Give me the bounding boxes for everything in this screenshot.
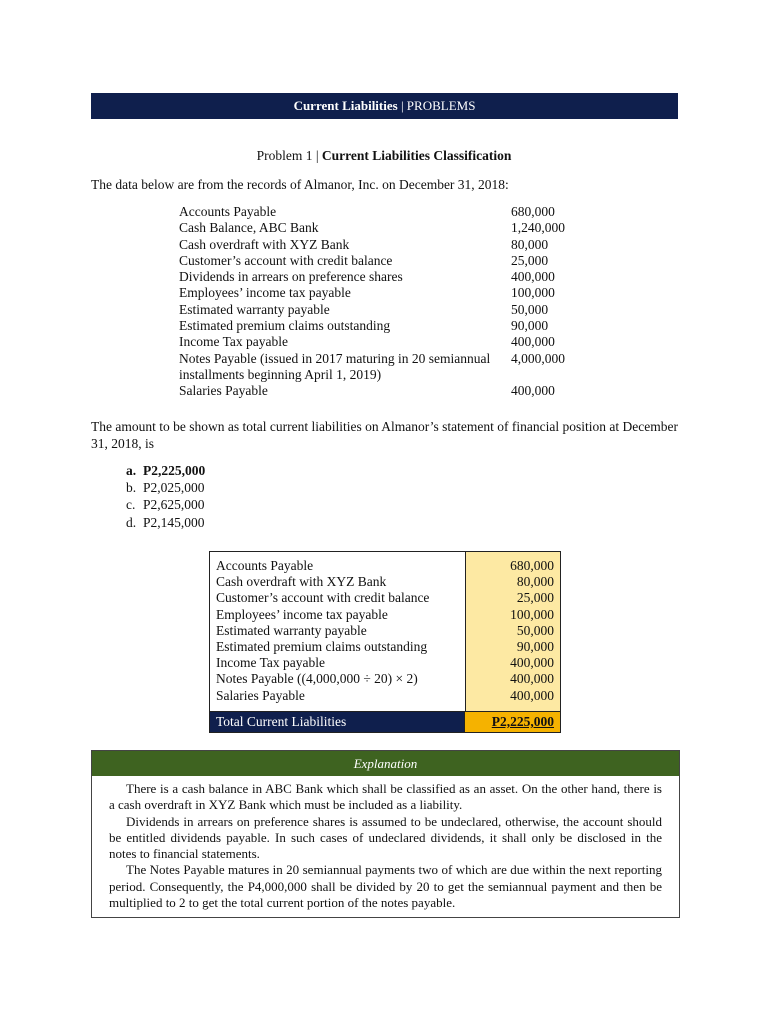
item-amount: 80,000 [511,236,549,252]
solution-label: Notes Payable ((4,000,000 ÷ 20) × 2) [216,671,418,687]
total-value: P2,225,000 [464,712,560,732]
solution-value: 100,000 [510,606,554,622]
item-amount: 100,000 [511,285,555,301]
explanation-title: Explanation [92,751,679,776]
table-row [179,204,591,220]
solution-row [210,574,560,590]
item-amount: 25,000 [511,252,549,268]
table-row [179,351,591,384]
item-name: Salaries Payable [179,383,268,399]
solution-value: 400,000 [510,655,554,671]
total-label: Total Current Liabilities [210,712,464,732]
choice-text: P2,025,000 [143,480,205,496]
table-row [179,220,591,236]
solution-label: Accounts Payable [216,558,314,573]
explanation-box [91,750,680,918]
table-row [179,269,591,285]
solution-rows [210,552,560,711]
item-amount: 1,240,000 [511,220,565,236]
table-row [179,237,591,253]
problem-name: Current Liabilities Classification [321,148,512,163]
choice-d [126,514,205,531]
question-text: The amount to be shown as total current liabilities on Almanor’s statement of financial position at December 31, 2018, is [91,419,678,451]
solution-row [210,688,560,704]
item-amount: 400,000 [511,269,555,285]
solution-row [210,558,560,574]
problem-label: Problem 1 | [256,148,322,163]
solution-label: Estimated premium claims outstanding [216,639,428,655]
solution-value: 400,000 [510,671,554,687]
solution-value: 400,000 [510,687,554,703]
choice-text: P2,145,000 [143,514,205,530]
choice-a [126,462,205,479]
item-name: Cash overdraft with XYZ Bank [179,236,350,252]
item-amount: 4,000,000 [511,350,565,366]
explanation-body [92,776,679,917]
header-title-rest: PROBLEMS [406,98,476,113]
header-title-bold: Current Liabilities [293,98,398,113]
choice-letter: a. [126,463,137,478]
table-row [179,383,591,399]
choice-letter: c. [126,497,136,513]
solution-label: Salaries Payable [216,687,305,703]
solution-label: Estimated warranty payable [216,622,367,638]
section-header [91,93,678,119]
choice-text: P2,225,000 [143,463,206,478]
item-name: Employees’ income tax payable [179,285,351,301]
solution-table [209,551,561,733]
solution-value: 25,000 [516,590,554,606]
solution-value: 680,000 [510,558,554,573]
table-row [179,285,591,301]
item-name: Customer’s account with credit balance [179,252,393,268]
item-name: Dividends in arrears on preference shares [179,269,403,285]
item-name: Cash Balance, ABC Bank [179,220,319,236]
item-name: Accounts Payable [179,204,277,219]
solution-label: Customer’s account with credit balance [216,590,430,606]
table-row [179,302,591,318]
choice-letter: b. [126,480,137,496]
table-row [179,318,591,334]
solution-value: 80,000 [516,574,554,590]
item-amount: 400,000 [511,383,555,399]
solution-row [210,607,560,623]
item-name: Estimated warranty payable [179,301,330,317]
answer-choices [126,462,205,531]
table-row [179,334,591,350]
explanation-paragraph: Dividends in arrears on preference shares is assumed to be undeclared, otherwise, the account should be entitled dividends payable. In such cases of undeclared dividends, it shall only be disclosed in the notes to financial statements. [109,813,662,862]
choice-letter: d. [126,514,137,530]
explanation-paragraph: There is a cash balance in ABC Bank which shall be classified as an asset. On the other hand, there is a cash overdraft in XYZ Bank which must be included as a liability. [109,781,662,813]
explanation-paragraph: The Notes Payable matures in 20 semiannual payments two of which are due within the next reporting period. Consequently, the P4,000,000 shall be divided by 20 to get the semiannual payment and then be multiplied to 2 to get the total current portion of the notes payable. [109,862,662,911]
solution-value: 90,000 [516,639,554,655]
solution-row [210,671,560,687]
solution-row [210,639,560,655]
solution-value: 50,000 [516,622,554,638]
solution-label: Cash overdraft with XYZ Bank [216,574,387,590]
item-amount: 90,000 [511,318,549,334]
solution-row [210,655,560,671]
problem-title [0,148,768,164]
table-row [179,253,591,269]
solution-row [210,623,560,639]
solution-label: Employees’ income tax payable [216,606,388,622]
item-name: Estimated premium claims outstanding [179,318,391,334]
solution-total-row [210,711,560,732]
choice-text: P2,625,000 [143,497,205,513]
header-separator: | [397,98,407,113]
item-amount: 400,000 [511,334,555,350]
data-table [179,204,591,400]
solution-row [210,590,560,606]
item-amount: 50,000 [511,301,549,317]
item-name: Notes Payable (issued in 2017 maturing in 20 semiannual installments beginning April 1, 2019) [179,350,491,382]
item-name: Income Tax payable [179,334,289,350]
intro-text: The data below are from the records of Almanor, Inc. on December 31, 2018: [91,177,509,192]
choice-c [126,496,205,513]
solution-label: Income Tax payable [216,655,326,671]
item-amount: 680,000 [511,204,555,219]
choice-b [126,479,205,496]
